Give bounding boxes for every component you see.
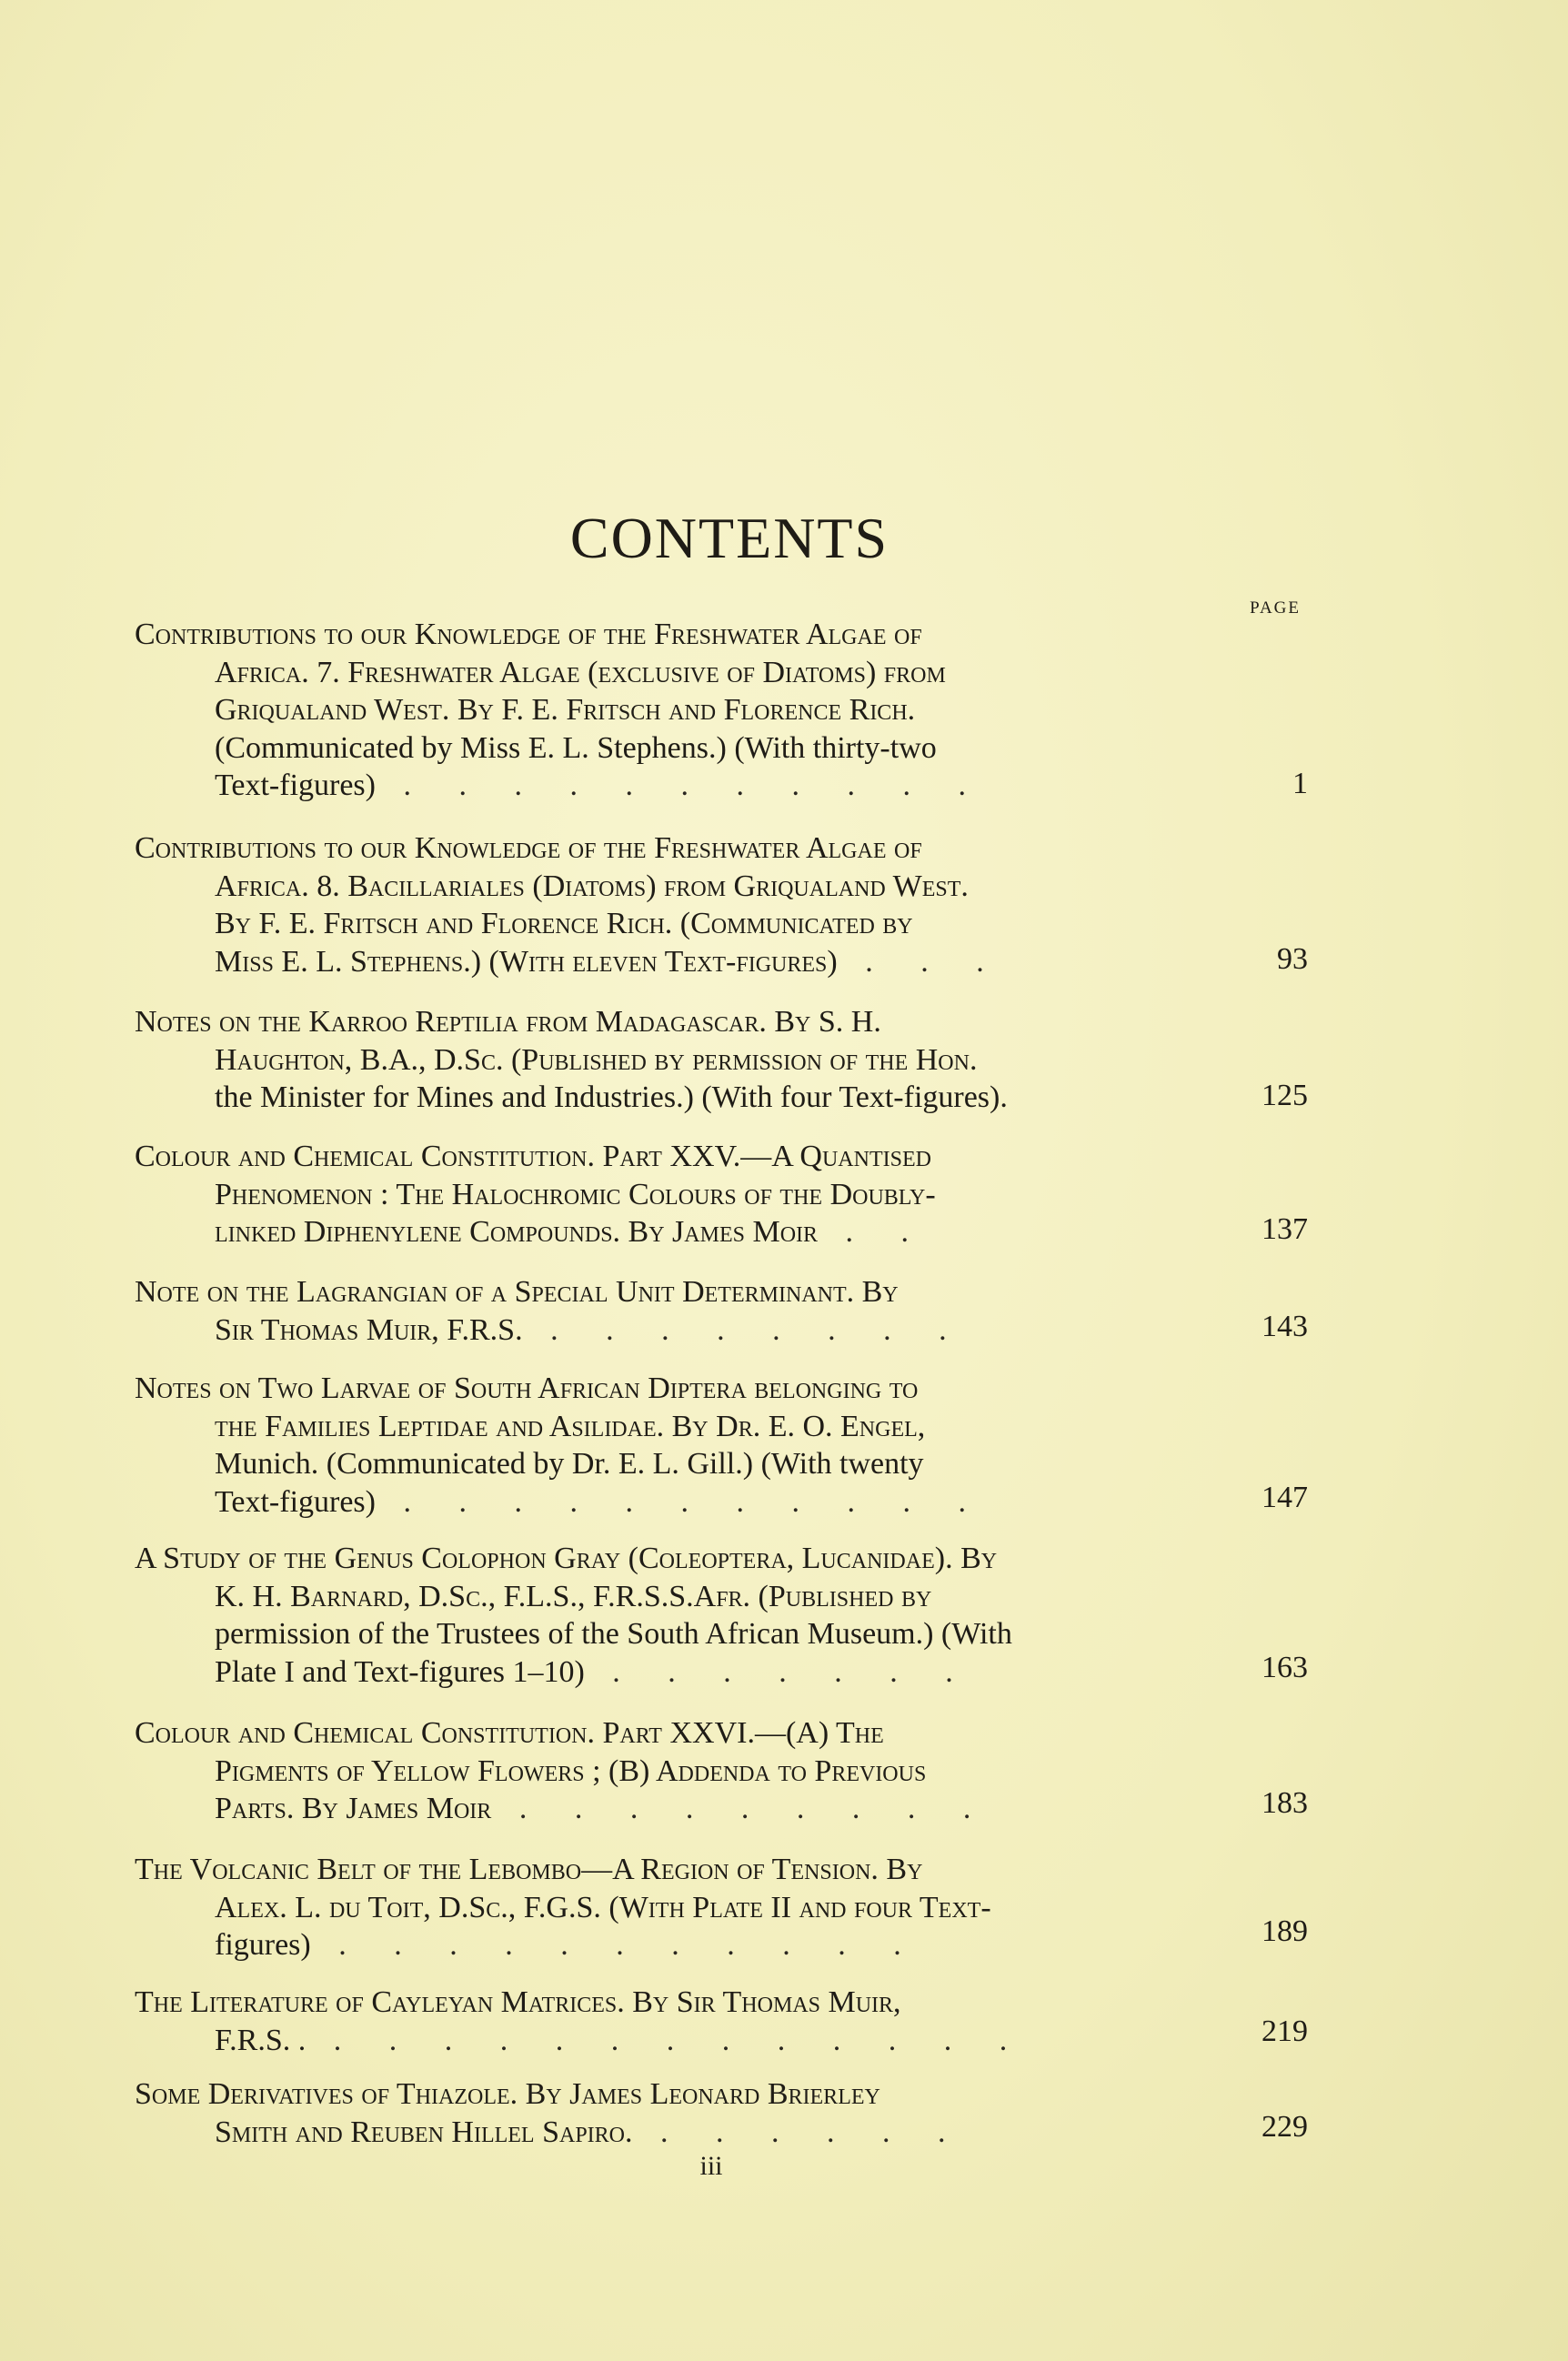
toc-entry (135, 1370, 1317, 1521)
entry-line-last: figures) . . . . . . . . . . . (215, 1928, 921, 1962)
page-title: CONTENTS (569, 506, 890, 570)
page-folio: iii (699, 2151, 723, 2181)
entry-line-last: Miss E. L. Stephens.) (With eleven Text-figures) . . . (215, 944, 1004, 979)
entry-page-number: 93 (1277, 942, 1308, 976)
entry-page-number: 229 (1261, 2110, 1308, 2144)
entry-line-last: F.R.S. . . . . . . . . . . . . . . (215, 2023, 1028, 2057)
page-column-header: PAGE (1250, 598, 1301, 618)
entry-line: Griqualand West. By F. E. Fritsch and Florence Rich. (215, 693, 916, 727)
entry-page-number: 163 (1261, 1651, 1308, 1684)
entry-line: The Volcanic Belt of the Lebombo—A Region of Tension. By (135, 1853, 923, 1886)
toc-entry (135, 1003, 1317, 1117)
toc-entry (135, 1714, 1317, 1828)
entry-line: Notes on the Karroo Reptilia from Madagascar. By S. H. (135, 1005, 881, 1039)
entry-line: K. H. Barnard, D.Sc., F.L.S., F.R.S.S.Afr. (Published by (215, 1579, 932, 1613)
entry-line-last: the Minister for Mines and Industries.) (With four Text-figures). (215, 1080, 1008, 1114)
entry-page-number: 189 (1261, 1914, 1308, 1948)
entry-page-number: 1 (1292, 767, 1308, 800)
toc-entry (135, 1984, 1317, 2059)
entry-line-last: Plate I and Text-figures 1–10) . . . . . . . (215, 1654, 973, 1689)
entry-line: the Families Leptidae and Asilidae. By Dr. E. O. Engel, (215, 1409, 926, 1443)
entry-line-last: linked Diphenylene Compounds. By James Moir . . (215, 1215, 930, 1249)
entry-line: permission of the Trustees of the South African Museum.) (With (215, 1617, 1012, 1651)
entry-line-last: Smith and Reuben Hillel Sapiro. . . . . . . (215, 2115, 966, 2149)
entry-line-last: Parts. By James Moir . . . . . . . . . (215, 1792, 991, 1825)
entry-line: Contributions to our Knowledge of the Freshwater Algae of (135, 831, 922, 865)
entry-line: Notes on Two Larvae of South African Diptera belonging to (135, 1371, 919, 1405)
entry-line: The Literature of Cayleyan Matrices. By Sir Thomas Muir, (135, 1985, 901, 2019)
entry-line-last: Text-figures) . . . . . . . . . . . (215, 769, 986, 802)
entry-line: Phenomenon : The Halochromic Colours of the Doubly- (215, 1177, 936, 1211)
entry-line: Alex. L. du Toit, D.Sc., F.G.S. (With Plate II and four Text- (215, 1890, 991, 1924)
entry-line: Africa. 7. Freshwater Algae (exclusive of Diatoms) from (215, 655, 946, 689)
entry-line: Note on the Lagrangian of a Special Unit Determinant. By (135, 1275, 899, 1309)
entry-line: Contributions to our Knowledge of the Freshwater Algae of (135, 618, 922, 651)
entry-line: (Communicated by Miss E. L. Stephens.) (With thirty-two (215, 730, 937, 765)
toc-entry (135, 1851, 1317, 1964)
entry-page-number: 183 (1261, 1786, 1308, 1820)
toc-entry (135, 1138, 1317, 1251)
entry-page-number: 147 (1261, 1481, 1308, 1514)
entry-line: Haughton, B.A., D.Sc. (Published by permission of the Hon. (215, 1042, 978, 1077)
entry-page-number: 125 (1261, 1079, 1308, 1112)
entry-line: Some Derivatives of Thiazole. By James Leonard Brierley (135, 2077, 880, 2111)
entry-line: By F. E. Fritsch and Florence Rich. (Communicated by (215, 907, 913, 940)
toc-entry (135, 2075, 1317, 2151)
toc-entry (135, 829, 1317, 980)
entry-line: Munich. (Communicated by Dr. E. L. Gill.) (With twenty (215, 1447, 924, 1481)
entry-line: Pigments of Yellow Flowers ; (B) Addenda to Previous (215, 1753, 927, 1788)
entry-line: A Study of the Genus Colophon Gray (Coleoptera, Lucanidae). By (135, 1542, 998, 1575)
entry-page-number: 143 (1261, 1310, 1308, 1343)
toc-entry (135, 1540, 1317, 1691)
entry-page-number: 137 (1261, 1212, 1308, 1246)
entry-line-last: Text-figures) . . . . . . . . . . . (215, 1484, 986, 1519)
entry-line: Colour and Chemical Constitution. Part XXV.—A Quantised (135, 1140, 931, 1173)
entry-line: Africa. 8. Bacillariales (Diatoms) from Griqualand West. (215, 869, 969, 903)
entry-line-last: Sir Thomas Muir, F.R.S. . . . . . . . . (215, 1312, 967, 1347)
toc-entry (135, 1273, 1317, 1349)
entry-line: Colour and Chemical Constitution. Part XXVI.—(A) The (135, 1716, 884, 1750)
entry-page-number: 219 (1261, 2014, 1308, 2048)
toc-entry (135, 616, 1317, 805)
